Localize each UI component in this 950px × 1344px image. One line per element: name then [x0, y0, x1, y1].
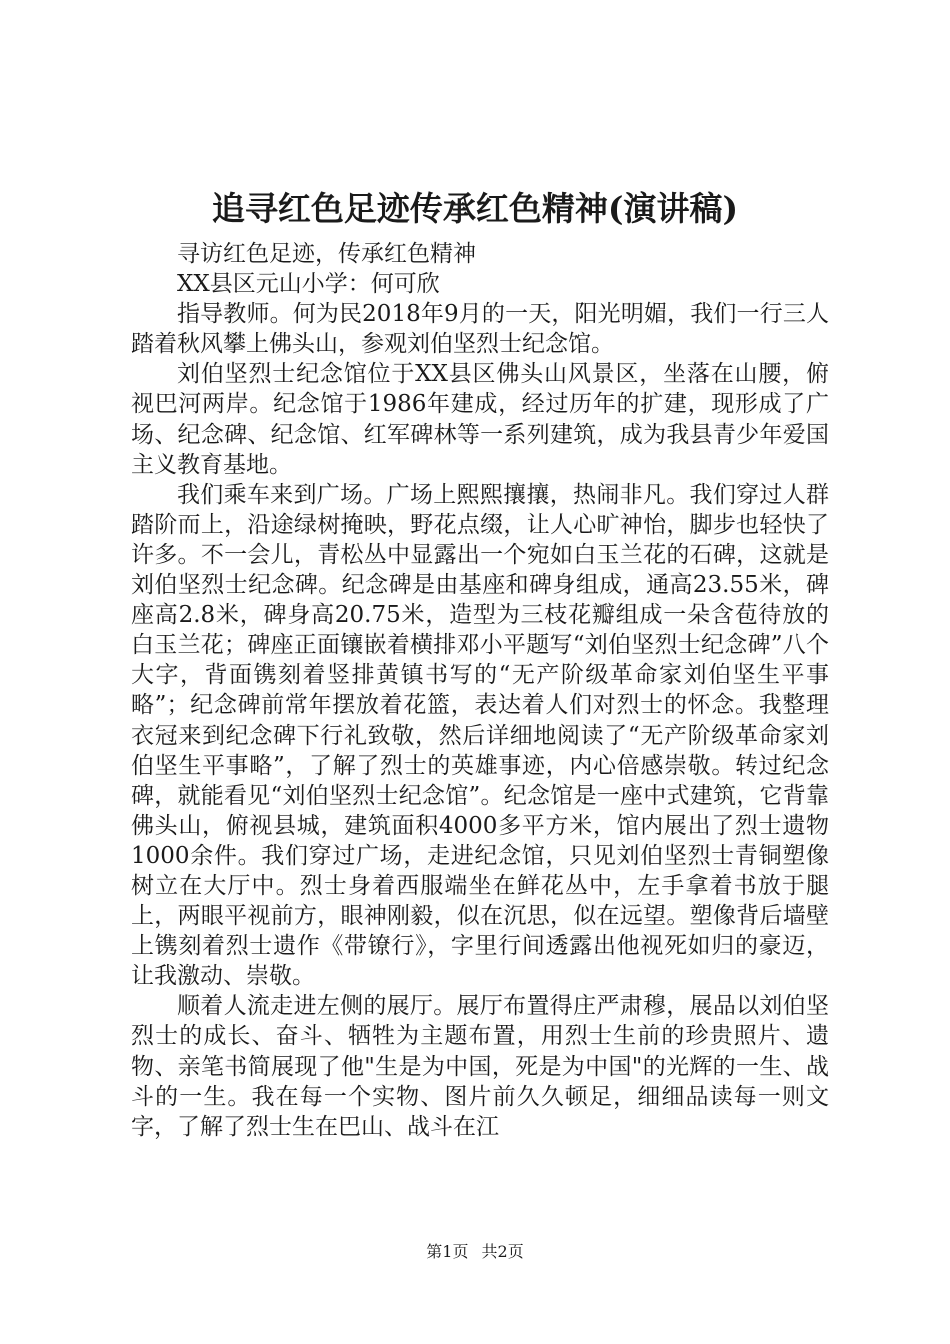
paragraph-monument-visit: 我们乘车来到广场。广场上熙熙攘攘，热闹非凡。我们穿过人群踏阶而上，沿途绿树掩映，野花点缀，让人心旷神怡，脚步也轻快了许多。不一会儿，青松丛中显露出一个宛如白玉兰花的石碑，这就是刘伯坚烈士纪念碑。纪念碑是由基座和碑身组成，通高23.55米，碑座高2.8米，碑身高20.75米，造型为三枝花瓣组成一朵含苞待放的白玉兰花；碑座正面镶嵌着横排邓小平题写“刘伯坚烈士纪念碑”八个大字，背面镌刻着竖排黄镇书写的“无产阶级革命家刘伯坚生平事略”；纪念碑前常年摆放着花篮，表达着人们对烈士的怀念。我整理衣冠来到纪念碑下行礼致敬，然后详细地阅读了“无产阶级革命家刘伯坚生平事略”，了解了烈士的英雄事迹，内心倍感崇敬。转过纪念碑，就能看见“刘伯坚烈士纪念馆”。纪念馆是一座中式建筑，它背靠佛头山，俯视县城，建筑面积4000多平方米，馆内展出了烈士遗物1000余件。我们穿过广场，走进纪念馆，只见刘伯坚烈士青铜塑像树立在大厅中。烈士身着西服端坐在鲜花丛中，左手拿着书放于腿上，两眼平视前方，眼神刚毅，似在沉思，似在远望。塑像背后墙壁上镌刻着烈士遗作《带镣行》，字里行间透露出他视死如归的豪迈，让我激动、崇敬。	[131, 481, 829, 990]
page-footer	[0, 1242, 950, 1262]
page-total: 共2页	[481, 1242, 524, 1261]
paragraph-exhibition-hall: 顺着人流走进左侧的展厅。展厅布置得庄严肃穆，展品以刘伯坚烈士的成长、奋斗、牺牲为主题布置，用烈士生前的珍贵照片、遗物、亲笔书简展现了他"生是为中国，死是为中国"的光辉的一生、战斗的一生。我在每一个实物、图片前久久顿足，细细品读每一则文字，了解了烈士生在巴山、战斗在江	[131, 993, 829, 1140]
document-body	[131, 239, 829, 1142]
page-number: 第1页	[426, 1242, 469, 1261]
document-title: 追寻红色足迹传承红色精神(演讲稿)	[211, 189, 739, 228]
paragraph-author: XX县区元山小学：何可欣	[177, 271, 440, 298]
paragraph-intro: 指导教师。何为民2018年9月的一天，阳光明媚，我们一行三人踏着秋风攀上佛头山，参观刘伯坚烈士纪念馆。	[131, 301, 829, 358]
paragraph-memorial-location: 刘伯坚烈士纪念馆位于XX县区佛头山风景区，坐落在山腰，俯视巴河两岸。纪念馆于1986年建成，经过历年的扩建，现形成了广场、纪念碑、纪念馆、红军碑林等一系列建筑，成为我县青少年爱国主义教育基地。	[131, 361, 829, 478]
paragraph-subtitle: 寻访红色足迹，传承红色精神	[177, 241, 476, 267]
